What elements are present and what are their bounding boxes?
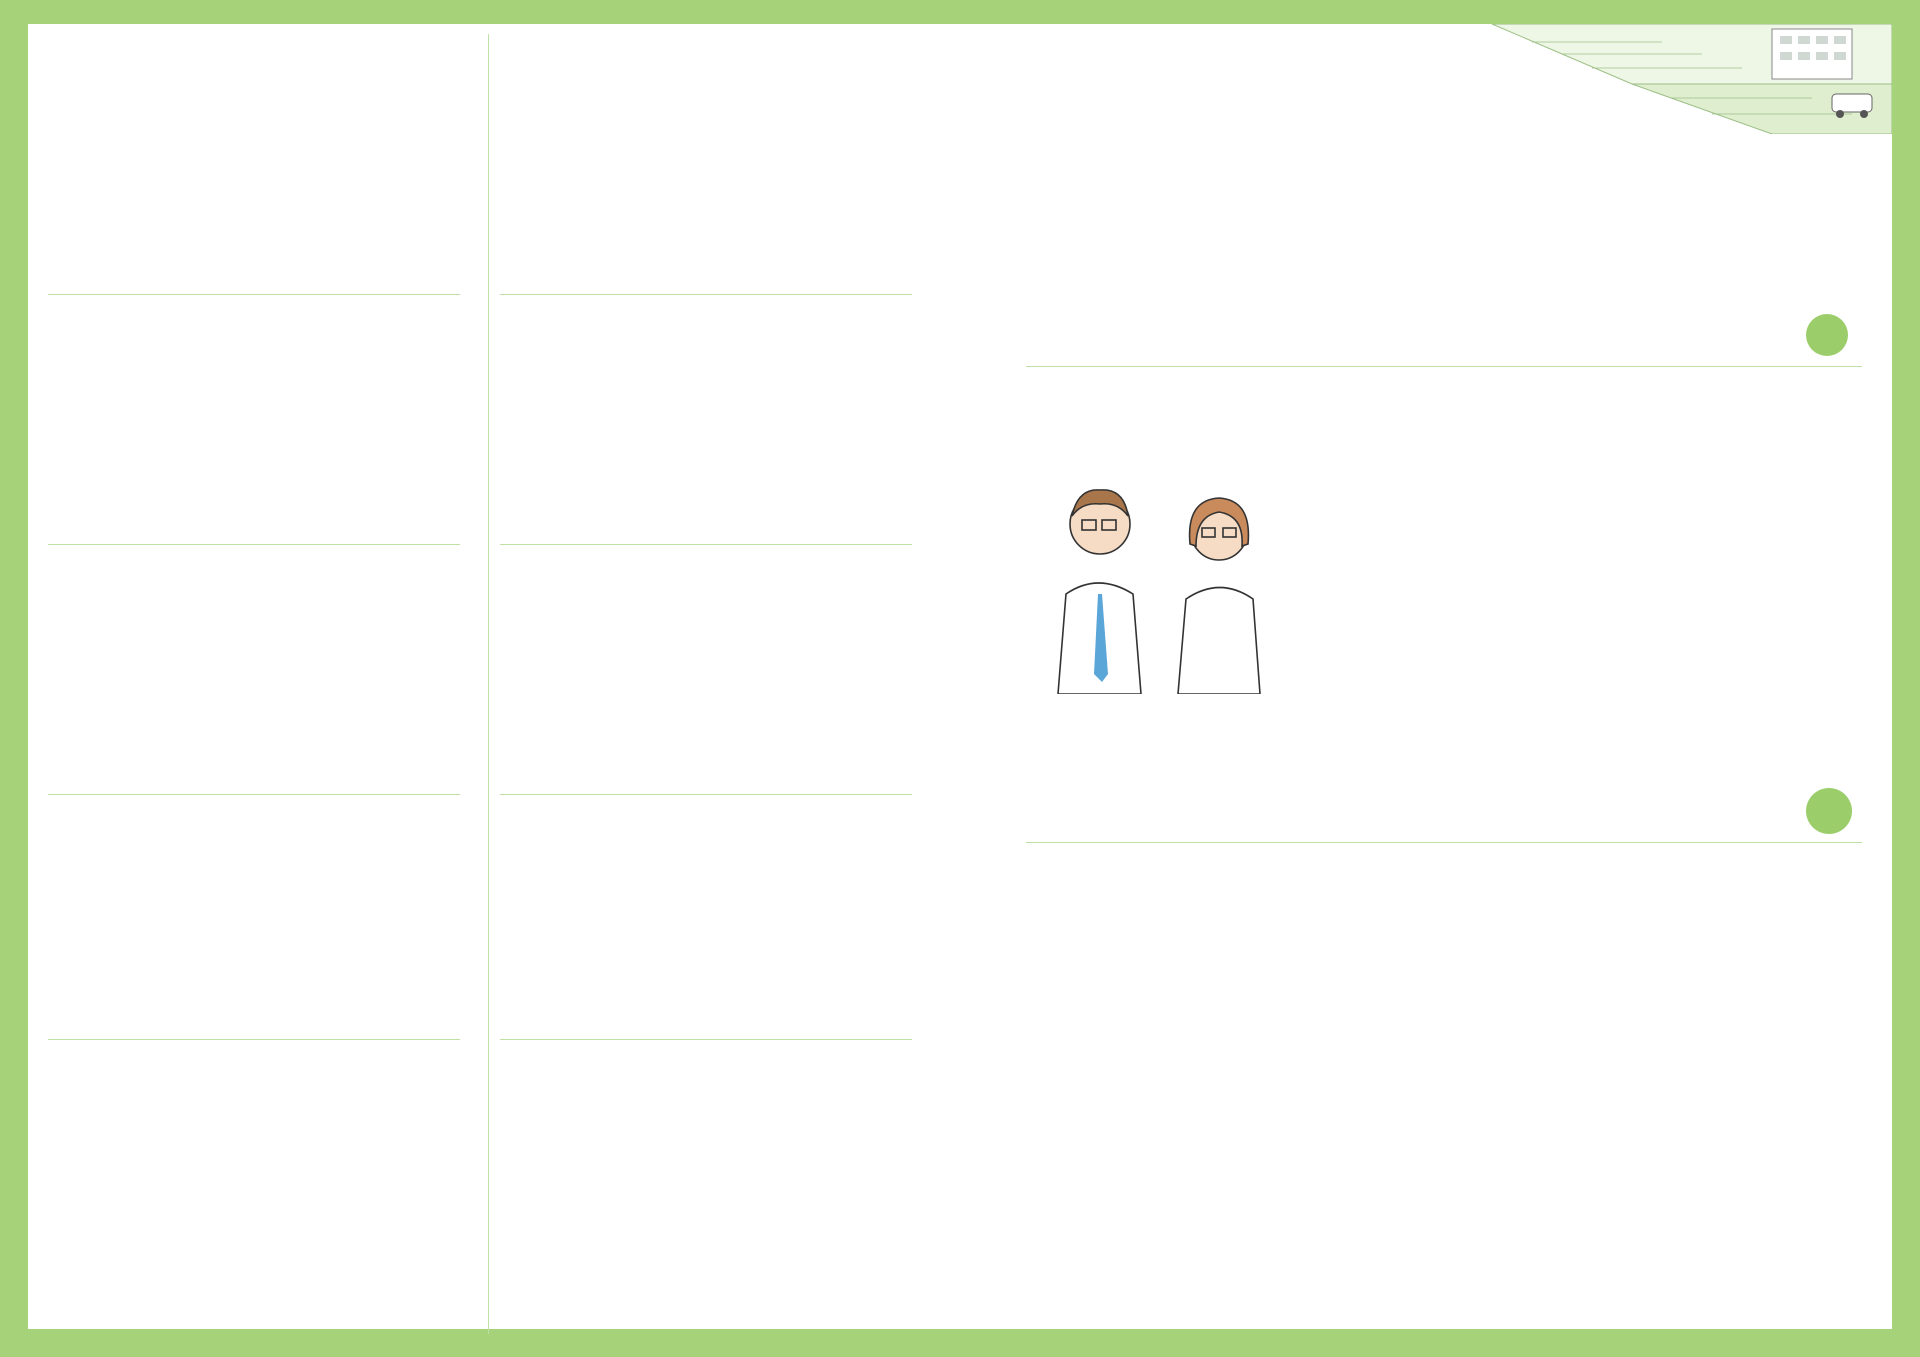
row-divider bbox=[48, 294, 460, 295]
row-divider bbox=[48, 1039, 460, 1040]
row-divider bbox=[500, 544, 912, 545]
doctor-illustration bbox=[1038, 464, 1288, 694]
phn-count-badge bbox=[1806, 788, 1852, 834]
doctor-count-badge bbox=[1806, 314, 1848, 356]
spread bbox=[28, 24, 1892, 1329]
row-divider bbox=[500, 1039, 912, 1040]
row-divider bbox=[48, 794, 460, 795]
row-divider bbox=[500, 294, 912, 295]
row-divider bbox=[500, 794, 912, 795]
doctor-rule bbox=[1026, 366, 1862, 367]
hero-title bbox=[1083, 104, 1843, 204]
column-divider bbox=[488, 34, 489, 1334]
phn-rule bbox=[1026, 842, 1862, 843]
row-divider bbox=[48, 544, 460, 545]
